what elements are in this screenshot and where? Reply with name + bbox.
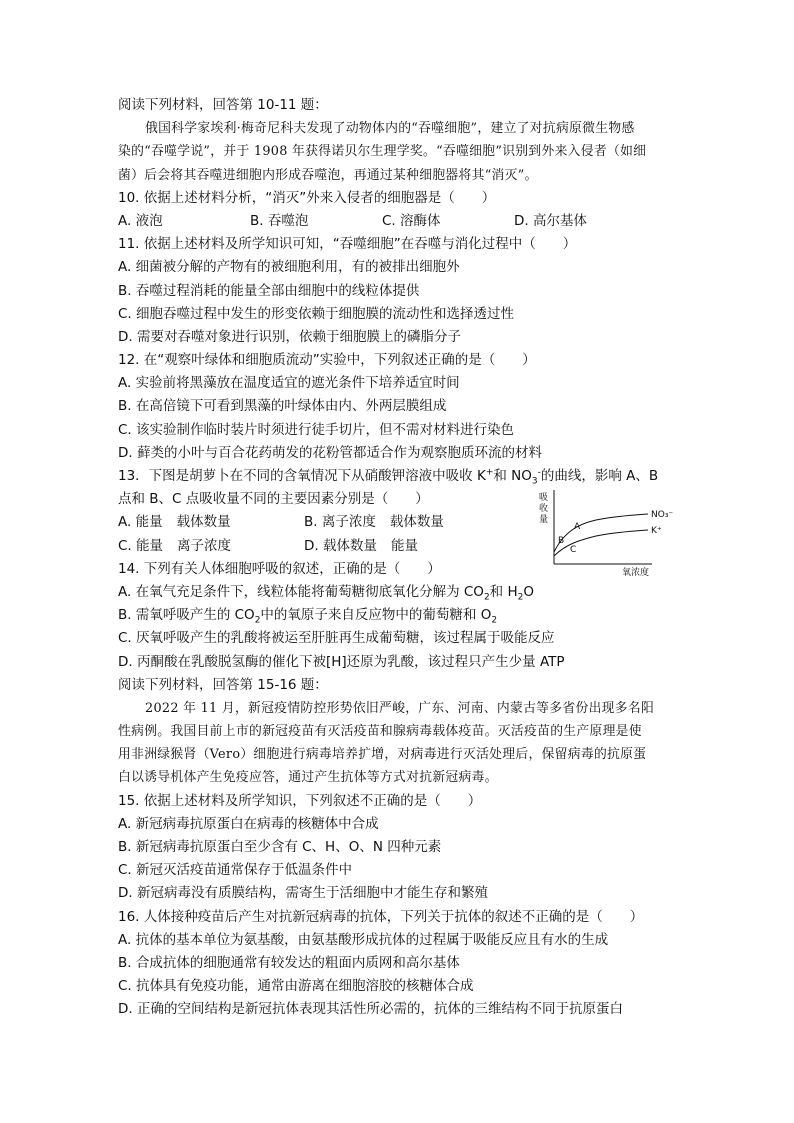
- option-a: A. 抗体的基本单位为氨基酸，由氨基酸形成抗体的过程属于吸能反应且有水的生成: [118, 931, 609, 948]
- option-d: D. 高尔基体: [514, 212, 587, 229]
- option-a: A. 能量 载体数量: [118, 514, 231, 531]
- option-d: D. 载体数量 能量: [304, 537, 418, 554]
- question-13-options-cd: [118, 535, 528, 558]
- option-b: B. 在高倍镜下可看到黑藻的叶绿体由内、外两层膜组成: [118, 398, 447, 415]
- option-d: D. 需要对吞噬对象进行识别，依赖于细胞膜上的磷脂分子: [118, 328, 461, 345]
- material-text-line: 俄国科学家埃利·梅奇尼科夫发现了动物体内的“吞噬细胞”，建立了对抗病原微生物感: [145, 121, 635, 137]
- option-c: C. 新冠灭活疫苗通常保存于低温条件中: [118, 862, 353, 879]
- option-c: C. 抗体具有免疫功能，通常由游离在细胞溶胶的核糖体合成: [118, 978, 474, 995]
- y-axis-label-2: 收: [539, 504, 549, 514]
- y-axis-label-3: 量: [539, 515, 549, 525]
- option-d: D. 正确的空间结构是新冠抗体表现其活性所必需的，抗体的三维结构不同于抗原蛋白: [118, 1001, 623, 1018]
- option-b: B. 需氧呼吸产生的 $CO_2$中的氧原子来自反应物中的葡萄糖和 $O_2$: [118, 607, 498, 626]
- k-curve-label: K⁺: [651, 526, 662, 536]
- option-a: A. 在氧气充足条件下，线粒体能将葡萄糖彻底氧化分解为 $CO_2$和 $H_2O$: [118, 583, 534, 603]
- question-13-stem-continued: 点和 B、C 点吸收量不同的主要因素分别是（ ）: [118, 491, 429, 508]
- option-b: B. 吞噬过程消耗的能量全部由细胞中的线粒体提供: [118, 282, 420, 299]
- option-b: B. 吞噬泡: [250, 212, 309, 229]
- material-text-line: 染的“吞噬学说”，并于 1908 年获得诺贝尔生理学奖。“吞噬细胞”识别到外来入侵者（如细: [118, 144, 647, 160]
- option-b: B. 离子浓度 载体数量: [304, 514, 444, 531]
- y-axis-label-1: 吸: [539, 493, 549, 503]
- option-a: A. 液泡: [118, 212, 163, 229]
- no3-curve: [554, 514, 648, 552]
- material-text-line: 菌）后会将其吞噬进细胞内形成吞噬泡，再通过某种细胞器将其“消灭”。: [118, 167, 538, 183]
- question-11-stem: 11. 依据上述材料及所学知识可知，“吞噬细胞”在吞噬与消化过程中（ ）: [118, 236, 577, 253]
- material-intro-10-11: 阅读下列材料，回答第 10-11 题：: [118, 97, 328, 113]
- option-a: A. 实验前将黑藻放在温度适宜的遮光条件下培养适宜时间: [118, 375, 460, 392]
- material-text-line: 用非洲绿猴肾（Vero）细胞进行病毒培养扩增，对病毒进行灭活处理后，保留病毒的抗原蛋: [118, 747, 647, 763]
- absorption-graph: [534, 486, 674, 576]
- material-text-line: 性病例。我国目前上市的新冠疫苗有灭活疫苗和腺病毒载体疫苗。灭活疫苗的生产原理是使: [118, 724, 642, 740]
- question-13-options-ab: [118, 511, 528, 534]
- no3-curve-label: NO₃⁻: [651, 510, 674, 520]
- question-10-stem: 10. 依据上述材料分析，“消灭”外来入侵者的细胞器是（ ）: [118, 189, 496, 206]
- option-a: A. 细菌被分解的产物有的被细胞利用，有的被排出细胞外: [118, 259, 460, 276]
- question-10-options: [118, 210, 678, 233]
- option-c: C. 细胞吞噬过程中发生的形变依赖于细胞膜的流动性和选择透过性: [118, 305, 515, 322]
- question-15-stem: 15. 依据上述材料及所学知识，下列叙述不正确的是（ ）: [118, 792, 482, 809]
- option-a: A. 新冠病毒抗原蛋白在病毒的核糖体中合成: [118, 815, 379, 832]
- x-axis-label: 氧浓度: [622, 568, 650, 576]
- option-d: D. 藓类的小叶与百合花药萌发的花粉管都适合作为观察胞质环流的材料: [118, 444, 542, 461]
- point-b-label: B: [558, 536, 565, 546]
- option-d: D. 丙酮酸在乳酸脱氢酶的催化下被[H]还原为乳酸，该过程只产生少量 ATP: [118, 653, 565, 670]
- question-13-stem: 13．下图是胡萝卜在不同的含氧情况下从硝酸钾溶液中吸收 K+和 $NO_3^-$的曲线，影响 A、B: [118, 467, 659, 487]
- question-14-stem: 14. 下列有关人体细胞呼吸的叙述，正确的是（ ）: [118, 560, 441, 577]
- material-text-line: 2022 年 11 月，新冠疫情防控形势依旧严峻，广东、河南、内蒙古等多省份出现多名阳: [145, 700, 655, 716]
- k-curve: [554, 530, 648, 556]
- point-a-label: A: [574, 522, 581, 532]
- option-c: C. 溶酶体: [382, 212, 441, 229]
- point-c-label: C: [570, 545, 577, 555]
- option-c: C. 厌氧呼吸产生的乳酸将被运至肝脏再生成葡萄糖，该过程属于吸能反应: [118, 630, 555, 647]
- option-b: B. 新冠病毒抗原蛋白至少含有 C、H、O、N 四种元素: [118, 839, 442, 855]
- option-c: C. 能量 离子浓度: [118, 537, 232, 554]
- material-text-line: 白以诱导机体产生免疫应答，通过产生抗体等方式对抗新冠病毒。: [118, 770, 498, 786]
- question-12-stem: 12. 在“观察叶绿体和细胞质流动”实验中，下列叙述正确的是（ ）: [118, 352, 536, 369]
- question-16-stem: 16. 人体接种疫苗后产生对抗新冠病毒的抗体，下列关于抗体的叙述不正确的是（ ）: [118, 908, 644, 925]
- option-b: B. 合成抗体的细胞通常有较发达的粗面内质网和高尔基体: [118, 954, 460, 971]
- option-c: C. 该实验制作临时装片时须进行徒手切片，但不需对材料进行染色: [118, 421, 515, 438]
- material-intro-15-16: 阅读下列材料，回答第 15-16 题：: [118, 676, 328, 693]
- option-d: D. 新冠病毒没有质膜结构，需寄生于活细胞中才能生存和繁殖: [118, 885, 488, 902]
